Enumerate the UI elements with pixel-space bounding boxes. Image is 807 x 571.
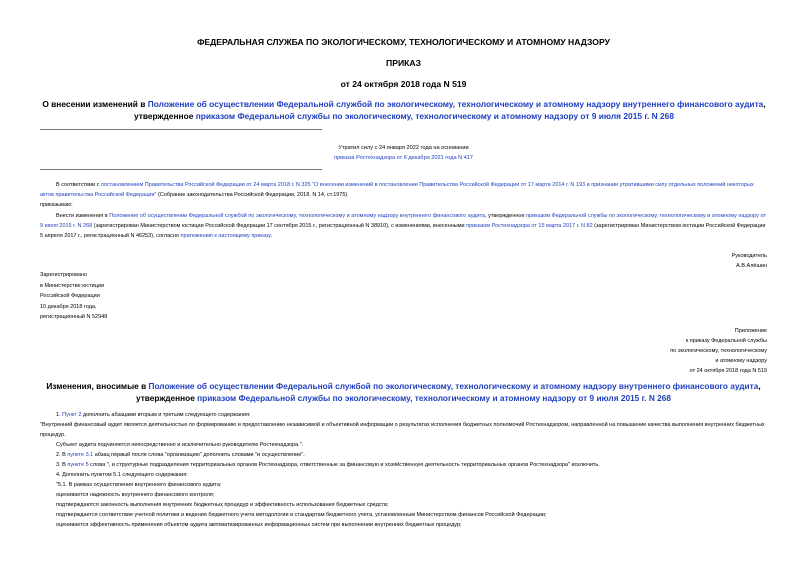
order-text-4: (зарегистрирован Министерством юстиции Российской Федерации 5 апреля 2017 г., регистрационный N 46253), согласно [40,223,766,239]
lost-force-text: Утратил силу с 24 января 2022 года на основании [338,145,469,151]
preamble-text-1: В соответствии с [56,182,101,188]
order-link-order-82[interactable]: приказом Ростехнадзора от 15 марта 2017 г. N 82 [466,223,593,229]
order-word: приказываю: [40,202,73,208]
item2-link[interactable]: пункте 3.1 [67,452,94,458]
item3-text: слова ", и структурные подразделения территориальных органов Ростехнадзора, ответственные за финансовую и хозяйственную деятельность территориальных органов Ростехнадзора" исключить. [88,462,600,468]
appendix-reference [670,326,767,376]
title-prefix: О внесении изменений в [42,99,148,109]
list-item: 4. Дополнить пунктом 5.1 следующего содержания: [56,472,188,478]
lost-force-link[interactable]: приказа Ростехнадзора от 6 декабря 2021 года N 417 [333,155,474,161]
lost-force-note [0,143,807,163]
order-text-1: Внести изменения в [56,213,110,219]
order-paragraph [40,211,768,241]
document-type: ПРИКАЗ [386,58,421,68]
order-text-2: , утвержденное [485,213,527,219]
item2-prefix: 2. В [56,452,68,458]
document-date-number: от 24 октября 2018 года N 519 [340,79,467,89]
list-item: оценивается эффективность применения объектом аудита автоматизированных информационных систем при выполнении внутренних бюджетных процедур; [56,522,462,528]
item3-prefix: 3. В [56,462,68,468]
registration-line: Российской Федерации [40,293,100,299]
appendix-title-link-regulation[interactable]: Положение об осуществлении Федеральной службой по экологическому, технологическому и атомному надзору внутреннего финансового аудита [148,381,759,391]
title-link-regulation[interactable]: Положение об осуществлении Федеральной службой по экологическому, технологическому и атомному надзору внутреннего финансового аудита [147,99,764,109]
registration-line: в Министерстве юстиции [40,282,105,289]
order-link-appendix[interactable]: приложению к настоящему приказу [180,233,271,239]
appendix-ref-line: от 24 октября 2018 года N 519 [689,368,767,374]
list-item: подтверждается соответствие учетной политики и ведения бюджетного учета методологии и стандартам бюджетного учета, установленным Министерством финансов Российской Федерации; [56,512,547,518]
list-item: 1. Пункт 2 дополнить абзацами вторым и третьим следующего содержания: [56,412,251,418]
changes-list [40,410,768,530]
list-item: Субъект аудита подчиняется непосредственно и исключительно руководителю Ростехнадзора.". [56,442,304,448]
registration-block [40,270,107,323]
list-item: подтверждаются законность выполнения внутренних бюджетных процедур и эффективность использования бюджетных средств; [56,502,389,508]
title-mid: , утвержденное [133,99,766,121]
list-item [40,450,768,460]
preamble-link-decree[interactable]: постановлением Правительства Российской Федерации от 24 марта 2018 г. N 325 "О внесении изменений в постановление Правительства Российской Федерации от 17 марта 2014 г. N 193 и признании утратившими силу отдельных положений некоторых актов правительства Российской Федерации" [40,182,754,198]
list-item [40,460,768,470]
appendix-title-link-order[interactable]: приказом Федеральной службы по экологическому, технологическому и атомному надзору от 9 июля 2015 г. N 268 [197,393,671,403]
agency-heading: ФЕДЕРАЛЬНАЯ СЛУЖБА ПО ЭКОЛОГИЧЕСКОМУ, ТЕХНОЛОГИЧЕСКОМУ И АТОМНОМУ НАДЗОРУ [197,37,610,47]
appendix-ref-line: по экологическому, технологическому [670,348,767,354]
appendix-title [36,380,771,404]
order-text-5: . [270,233,273,239]
signature-role: Руководитель [731,253,767,259]
list-item: "Внутренний финансовый аудит является деятельностью по формированию и предоставлению независимой и объективной информации о результатах исполнения бюджетных полномочий Ростехнадзором, направленной на повышение качества выполнения внутренних бюджетных процедур. [40,422,765,438]
appendix-title-mid: , утвержденное [136,381,761,403]
preamble-text-2: (Собрание законодательства Российской Федерации, 2018, N 14, ст.1975) [156,192,348,198]
item3-link[interactable]: пункте 5 [67,462,89,468]
item1-link[interactable]: Пункт 2 [62,412,82,418]
signature-block [732,251,767,271]
title-link-order[interactable]: приказом Федеральной службы по экологическому, технологическому и атомному надзору от 9 июля 2015 г. N 268 [195,111,674,121]
appendix-ref-line: к приказу Федеральной службы [685,338,767,344]
divider-middle [40,169,322,170]
order-link-regulation[interactable]: Положение об осуществлении Федеральной службой по экологическому, технологическому и атомному надзору внутреннего финансового аудита [109,213,486,219]
registration-line: 10 декабря 2018 года, [40,303,97,310]
appendix-ref-line: Приложение [734,328,767,334]
divider-top [40,129,322,130]
order-link-order-268[interactable]: приказом Федеральной службы по экологическому, технологическому и атомному надзору от 9 июля 2015 г. N 268 [40,213,766,229]
appendix-ref-line: и атомному надзору [715,358,767,364]
list-item: оценивается надежность внутреннего финансового контроля; [56,492,215,498]
item1-text: дополнить абзацами вторым и третьим следующего содержания: [81,412,251,418]
appendix-title-prefix: Изменения, вносимые в [46,381,149,391]
document-title [40,98,768,122]
item2-text: абзац первый после слова "организацию" дополнить словами "и осуществление". [93,452,305,458]
registration-line: Зарегистрировано [40,272,88,278]
order-text-3: (зарегистрирован Министерством юстиции Российской Федерации 17 сентября 2015 г., регистрационный N 38910), с изменениями, внесенными [92,223,467,229]
registration-line: регистрационный N 52948 [40,314,108,320]
preamble [40,180,768,200]
signature-name: А.В.Алёшин [736,263,767,269]
list-item: "5.1. В рамках осуществления внутреннего финансового аудита: [56,482,222,488]
